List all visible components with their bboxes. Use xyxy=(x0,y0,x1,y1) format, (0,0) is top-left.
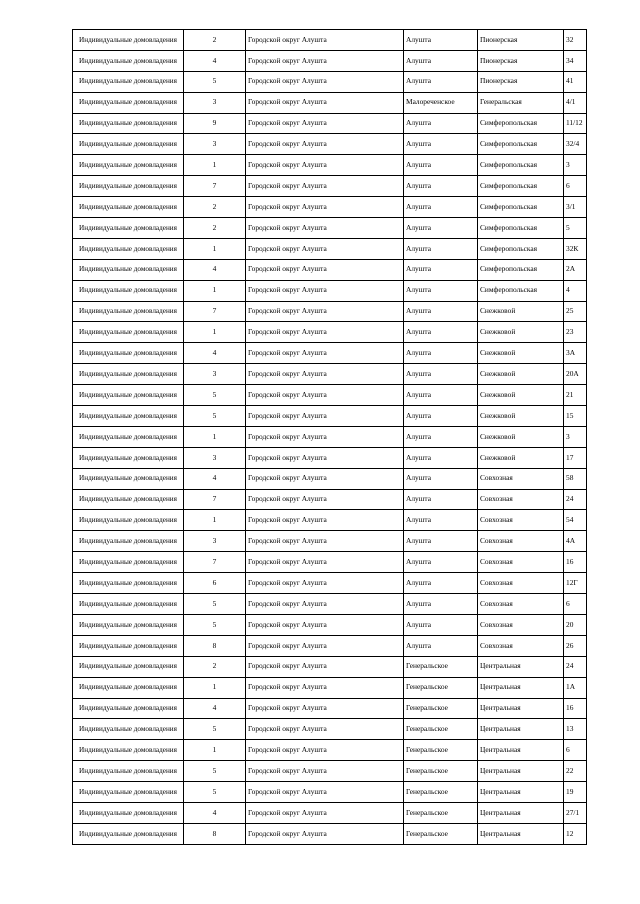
house-number-cell: 41 xyxy=(564,71,587,92)
settlement-cell: Алушта xyxy=(404,30,478,51)
housing-type-cell: Индивидуальные домовладения xyxy=(73,782,184,803)
table-row xyxy=(73,489,587,510)
count-cell: 2 xyxy=(184,656,246,677)
street-cell: Центральная xyxy=(478,656,564,677)
street-cell: Симферопольская xyxy=(478,113,564,134)
table-row xyxy=(73,594,587,615)
district-cell: Городской округ Алушта xyxy=(246,406,404,427)
street-cell: Центральная xyxy=(478,698,564,719)
housing-type-cell: Индивидуальные домовладения xyxy=(73,259,184,280)
count-cell: 5 xyxy=(184,719,246,740)
house-number-cell: 34 xyxy=(564,50,587,71)
street-cell: Центральная xyxy=(478,677,564,698)
street-cell: Симферопольская xyxy=(478,134,564,155)
settlement-cell: Алушта xyxy=(404,155,478,176)
table-row xyxy=(73,322,587,343)
house-number-cell: 32К xyxy=(564,238,587,259)
housing-type-cell: Индивидуальные домовладения xyxy=(73,218,184,239)
street-cell: Снежковой xyxy=(478,406,564,427)
house-number-cell: 24 xyxy=(564,656,587,677)
street-cell: Снежковой xyxy=(478,343,564,364)
count-cell: 1 xyxy=(184,510,246,531)
count-cell: 1 xyxy=(184,238,246,259)
housing-type-cell: Индивидуальные домовладения xyxy=(73,301,184,322)
street-cell: Симферопольская xyxy=(478,176,564,197)
house-number-cell: 20А xyxy=(564,364,587,385)
table-row xyxy=(73,635,587,656)
street-cell: Центральная xyxy=(478,719,564,740)
house-number-cell: 15 xyxy=(564,406,587,427)
street-cell: Совхозная xyxy=(478,614,564,635)
table-row xyxy=(73,823,587,844)
street-cell: Симферопольская xyxy=(478,280,564,301)
housing-type-cell: Индивидуальные домовладения xyxy=(73,489,184,510)
table-row xyxy=(73,573,587,594)
count-cell: 7 xyxy=(184,552,246,573)
settlement-cell: Алушта xyxy=(404,426,478,447)
district-cell: Городской округ Алушта xyxy=(246,280,404,301)
housing-type-cell: Индивидуальные домовладения xyxy=(73,385,184,406)
housing-type-cell: Индивидуальные домовладения xyxy=(73,552,184,573)
count-cell: 4 xyxy=(184,468,246,489)
street-cell: Совхозная xyxy=(478,594,564,615)
street-cell: Снежковой xyxy=(478,385,564,406)
house-number-cell: 19 xyxy=(564,782,587,803)
table-row xyxy=(73,698,587,719)
table-row xyxy=(73,30,587,51)
housing-type-cell: Индивидуальные домовладения xyxy=(73,322,184,343)
table-row xyxy=(73,301,587,322)
district-cell: Городской округ Алушта xyxy=(246,364,404,385)
house-number-cell: 6 xyxy=(564,594,587,615)
house-number-cell: 3А xyxy=(564,343,587,364)
district-cell: Городской округ Алушта xyxy=(246,301,404,322)
street-cell: Центральная xyxy=(478,802,564,823)
housing-type-cell: Индивидуальные домовладения xyxy=(73,50,184,71)
address-table xyxy=(72,29,587,845)
house-number-cell: 23 xyxy=(564,322,587,343)
street-cell: Совхозная xyxy=(478,573,564,594)
street-cell: Совхозная xyxy=(478,489,564,510)
table-row xyxy=(73,510,587,531)
street-cell: Центральная xyxy=(478,761,564,782)
district-cell: Городской округ Алушта xyxy=(246,176,404,197)
district-cell: Городской округ Алушта xyxy=(246,468,404,489)
housing-type-cell: Индивидуальные домовладения xyxy=(73,280,184,301)
house-number-cell: 54 xyxy=(564,510,587,531)
table-row xyxy=(73,740,587,761)
street-cell: Совхозная xyxy=(478,635,564,656)
count-cell: 3 xyxy=(184,364,246,385)
district-cell: Городской округ Алушта xyxy=(246,594,404,615)
district-cell: Городской округ Алушта xyxy=(246,489,404,510)
district-cell: Городской округ Алушта xyxy=(246,134,404,155)
count-cell: 4 xyxy=(184,259,246,280)
district-cell: Городской округ Алушта xyxy=(246,614,404,635)
settlement-cell: Генеральское xyxy=(404,677,478,698)
count-cell: 8 xyxy=(184,823,246,844)
table-row xyxy=(73,719,587,740)
housing-type-cell: Индивидуальные домовладения xyxy=(73,510,184,531)
house-number-cell: 2А xyxy=(564,259,587,280)
house-number-cell: 3 xyxy=(564,155,587,176)
street-cell: Симферопольская xyxy=(478,259,564,280)
housing-type-cell: Индивидуальные домовладения xyxy=(73,719,184,740)
house-number-cell: 1А xyxy=(564,677,587,698)
settlement-cell: Алушта xyxy=(404,71,478,92)
street-cell: Симферопольская xyxy=(478,238,564,259)
district-cell: Городской округ Алушта xyxy=(246,155,404,176)
house-number-cell: 20 xyxy=(564,614,587,635)
district-cell: Городской округ Алушта xyxy=(246,322,404,343)
housing-type-cell: Индивидуальные домовладения xyxy=(73,134,184,155)
table-row xyxy=(73,176,587,197)
settlement-cell: Алушта xyxy=(404,259,478,280)
housing-type-cell: Индивидуальные домовладения xyxy=(73,594,184,615)
table-row xyxy=(73,197,587,218)
housing-type-cell: Индивидуальные домовладения xyxy=(73,802,184,823)
district-cell: Городской округ Алушта xyxy=(246,343,404,364)
count-cell: 3 xyxy=(184,134,246,155)
table-row xyxy=(73,385,587,406)
district-cell: Городской округ Алушта xyxy=(246,740,404,761)
district-cell: Городской округ Алушта xyxy=(246,238,404,259)
settlement-cell: Алушта xyxy=(404,197,478,218)
housing-type-cell: Индивидуальные домовладения xyxy=(73,176,184,197)
count-cell: 8 xyxy=(184,635,246,656)
house-number-cell: 17 xyxy=(564,447,587,468)
district-cell: Городской округ Алушта xyxy=(246,426,404,447)
settlement-cell: Генеральское xyxy=(404,719,478,740)
count-cell: 4 xyxy=(184,343,246,364)
count-cell: 5 xyxy=(184,71,246,92)
street-cell: Симферопольская xyxy=(478,218,564,239)
housing-type-cell: Индивидуальные домовладения xyxy=(73,92,184,113)
count-cell: 1 xyxy=(184,740,246,761)
settlement-cell: Малореченское xyxy=(404,92,478,113)
settlement-cell: Алушта xyxy=(404,280,478,301)
settlement-cell: Алушта xyxy=(404,134,478,155)
count-cell: 3 xyxy=(184,447,246,468)
table-row xyxy=(73,238,587,259)
district-cell: Городской округ Алушта xyxy=(246,71,404,92)
count-cell: 7 xyxy=(184,489,246,510)
district-cell: Городской округ Алушта xyxy=(246,197,404,218)
district-cell: Городской округ Алушта xyxy=(246,92,404,113)
count-cell: 2 xyxy=(184,30,246,51)
table-row xyxy=(73,426,587,447)
table-row xyxy=(73,406,587,427)
district-cell: Городской округ Алушта xyxy=(246,531,404,552)
count-cell: 1 xyxy=(184,322,246,343)
count-cell: 5 xyxy=(184,761,246,782)
street-cell: Снежковой xyxy=(478,301,564,322)
district-cell: Городской округ Алушта xyxy=(246,259,404,280)
street-cell: Генеральская xyxy=(478,92,564,113)
housing-type-cell: Индивидуальные домовладения xyxy=(73,740,184,761)
settlement-cell: Алушта xyxy=(404,322,478,343)
housing-type-cell: Индивидуальные домовладения xyxy=(73,71,184,92)
table-row xyxy=(73,531,587,552)
house-number-cell: 13 xyxy=(564,719,587,740)
housing-type-cell: Индивидуальные домовладения xyxy=(73,343,184,364)
housing-type-cell: Индивидуальные домовладения xyxy=(73,30,184,51)
housing-type-cell: Индивидуальные домовладения xyxy=(73,573,184,594)
settlement-cell: Алушта xyxy=(404,364,478,385)
settlement-cell: Генеральское xyxy=(404,782,478,803)
district-cell: Городской округ Алушта xyxy=(246,823,404,844)
table-row xyxy=(73,343,587,364)
district-cell: Городской округ Алушта xyxy=(246,510,404,531)
housing-type-cell: Индивидуальные домовладения xyxy=(73,823,184,844)
district-cell: Городской округ Алушта xyxy=(246,30,404,51)
house-number-cell: 6 xyxy=(564,740,587,761)
housing-type-cell: Индивидуальные домовладения xyxy=(73,677,184,698)
settlement-cell: Алушта xyxy=(404,552,478,573)
street-cell: Симферопольская xyxy=(478,197,564,218)
house-number-cell: 16 xyxy=(564,698,587,719)
housing-type-cell: Индивидуальные домовладения xyxy=(73,468,184,489)
street-cell: Совхозная xyxy=(478,468,564,489)
settlement-cell: Генеральское xyxy=(404,740,478,761)
table-row xyxy=(73,218,587,239)
house-number-cell: 3 xyxy=(564,426,587,447)
settlement-cell: Алушта xyxy=(404,489,478,510)
house-number-cell: 58 xyxy=(564,468,587,489)
count-cell: 1 xyxy=(184,280,246,301)
house-number-cell: 6 xyxy=(564,176,587,197)
settlement-cell: Алушта xyxy=(404,113,478,134)
settlement-cell: Алушта xyxy=(404,343,478,364)
house-number-cell: 4А xyxy=(564,531,587,552)
table-row xyxy=(73,468,587,489)
table-row xyxy=(73,761,587,782)
house-number-cell: 16 xyxy=(564,552,587,573)
house-number-cell: 12 xyxy=(564,823,587,844)
street-cell: Совхозная xyxy=(478,510,564,531)
district-cell: Городской округ Алушта xyxy=(246,802,404,823)
count-cell: 1 xyxy=(184,155,246,176)
housing-type-cell: Индивидуальные домовладения xyxy=(73,113,184,134)
house-number-cell: 27/1 xyxy=(564,802,587,823)
street-cell: Снежковой xyxy=(478,447,564,468)
count-cell: 4 xyxy=(184,698,246,719)
count-cell: 5 xyxy=(184,406,246,427)
district-cell: Городской округ Алушта xyxy=(246,113,404,134)
table-row xyxy=(73,113,587,134)
settlement-cell: Алушта xyxy=(404,301,478,322)
housing-type-cell: Индивидуальные домовладения xyxy=(73,761,184,782)
table-row xyxy=(73,155,587,176)
house-number-cell: 24 xyxy=(564,489,587,510)
settlement-cell: Алушта xyxy=(404,385,478,406)
house-number-cell: 5 xyxy=(564,218,587,239)
settlement-cell: Алушта xyxy=(404,635,478,656)
district-cell: Городской округ Алушта xyxy=(246,50,404,71)
settlement-cell: Алушта xyxy=(404,176,478,197)
district-cell: Городской округ Алушта xyxy=(246,218,404,239)
housing-type-cell: Индивидуальные домовладения xyxy=(73,426,184,447)
settlement-cell: Алушта xyxy=(404,238,478,259)
district-cell: Городской округ Алушта xyxy=(246,552,404,573)
table-body xyxy=(73,30,587,845)
house-number-cell: 12Г xyxy=(564,573,587,594)
table-row xyxy=(73,782,587,803)
house-number-cell: 3/1 xyxy=(564,197,587,218)
settlement-cell: Генеральское xyxy=(404,656,478,677)
table-row xyxy=(73,92,587,113)
count-cell: 9 xyxy=(184,113,246,134)
district-cell: Городской округ Алушта xyxy=(246,782,404,803)
settlement-cell: Алушта xyxy=(404,468,478,489)
house-number-cell: 21 xyxy=(564,385,587,406)
housing-type-cell: Индивидуальные домовладения xyxy=(73,531,184,552)
count-cell: 7 xyxy=(184,301,246,322)
housing-type-cell: Индивидуальные домовладения xyxy=(73,698,184,719)
table-row xyxy=(73,280,587,301)
housing-type-cell: Индивидуальные домовладения xyxy=(73,614,184,635)
housing-type-cell: Индивидуальные домовладения xyxy=(73,656,184,677)
table-row xyxy=(73,50,587,71)
street-cell: Снежковой xyxy=(478,364,564,385)
street-cell: Центральная xyxy=(478,740,564,761)
count-cell: 2 xyxy=(184,218,246,239)
street-cell: Снежковой xyxy=(478,426,564,447)
housing-type-cell: Индивидуальные домовладения xyxy=(73,238,184,259)
settlement-cell: Алушта xyxy=(404,50,478,71)
count-cell: 3 xyxy=(184,92,246,113)
house-number-cell: 22 xyxy=(564,761,587,782)
district-cell: Городской округ Алушта xyxy=(246,698,404,719)
settlement-cell: Генеральское xyxy=(404,802,478,823)
street-cell: Пионерская xyxy=(478,30,564,51)
housing-type-cell: Индивидуальные домовладения xyxy=(73,155,184,176)
settlement-cell: Алушта xyxy=(404,218,478,239)
count-cell: 4 xyxy=(184,802,246,823)
housing-type-cell: Индивидуальные домовладения xyxy=(73,447,184,468)
street-cell: Центральная xyxy=(478,823,564,844)
settlement-cell: Генеральское xyxy=(404,823,478,844)
district-cell: Городской округ Алушта xyxy=(246,635,404,656)
street-cell: Пионерская xyxy=(478,71,564,92)
street-cell: Совхозная xyxy=(478,552,564,573)
count-cell: 6 xyxy=(184,573,246,594)
house-number-cell: 4 xyxy=(564,280,587,301)
table-row xyxy=(73,552,587,573)
street-cell: Симферопольская xyxy=(478,155,564,176)
street-cell: Снежковой xyxy=(478,322,564,343)
count-cell: 5 xyxy=(184,782,246,803)
district-cell: Городской округ Алушта xyxy=(246,447,404,468)
count-cell: 5 xyxy=(184,614,246,635)
housing-type-cell: Индивидуальные домовладения xyxy=(73,364,184,385)
house-number-cell: 4/1 xyxy=(564,92,587,113)
district-cell: Городской округ Алушта xyxy=(246,719,404,740)
settlement-cell: Алушта xyxy=(404,594,478,615)
housing-type-cell: Индивидуальные домовладения xyxy=(73,635,184,656)
table-row xyxy=(73,802,587,823)
settlement-cell: Алушта xyxy=(404,447,478,468)
housing-type-cell: Индивидуальные домовладения xyxy=(73,197,184,218)
count-cell: 5 xyxy=(184,594,246,615)
district-cell: Городской округ Алушта xyxy=(246,677,404,698)
house-number-cell: 32/4 xyxy=(564,134,587,155)
street-cell: Центральная xyxy=(478,782,564,803)
house-number-cell: 26 xyxy=(564,635,587,656)
housing-type-cell: Индивидуальные домовладения xyxy=(73,406,184,427)
table-row xyxy=(73,71,587,92)
table-row xyxy=(73,614,587,635)
street-cell: Совхозная xyxy=(478,531,564,552)
table-row xyxy=(73,364,587,385)
count-cell: 3 xyxy=(184,531,246,552)
count-cell: 1 xyxy=(184,677,246,698)
table-row xyxy=(73,259,587,280)
settlement-cell: Генеральское xyxy=(404,698,478,719)
count-cell: 4 xyxy=(184,50,246,71)
house-number-cell: 25 xyxy=(564,301,587,322)
count-cell: 1 xyxy=(184,426,246,447)
count-cell: 5 xyxy=(184,385,246,406)
district-cell: Городской округ Алушта xyxy=(246,385,404,406)
house-number-cell: 11/12 xyxy=(564,113,587,134)
table-row xyxy=(73,656,587,677)
house-number-cell: 32 xyxy=(564,30,587,51)
table-row xyxy=(73,134,587,155)
street-cell: Пионерская xyxy=(478,50,564,71)
settlement-cell: Алушта xyxy=(404,614,478,635)
district-cell: Городской округ Алушта xyxy=(246,573,404,594)
settlement-cell: Генеральское xyxy=(404,761,478,782)
district-cell: Городской округ Алушта xyxy=(246,761,404,782)
settlement-cell: Алушта xyxy=(404,510,478,531)
settlement-cell: Алушта xyxy=(404,406,478,427)
table-row xyxy=(73,677,587,698)
table-row xyxy=(73,447,587,468)
count-cell: 2 xyxy=(184,197,246,218)
settlement-cell: Алушта xyxy=(404,573,478,594)
settlement-cell: Алушта xyxy=(404,531,478,552)
count-cell: 7 xyxy=(184,176,246,197)
district-cell: Городской округ Алушта xyxy=(246,656,404,677)
